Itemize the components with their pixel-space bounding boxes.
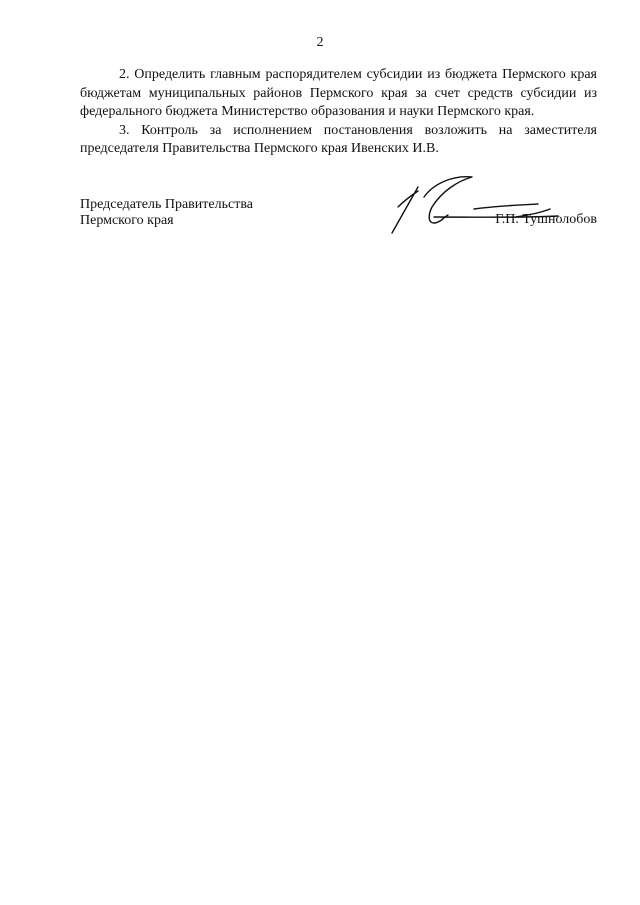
signer-title-line-1: Председатель Правительства <box>80 197 253 212</box>
paragraph-3: 3. Контроль за исполнением постановления возложить на заместителя председателя Правительства Пермского края Ивенских И.В. <box>80 122 597 157</box>
page-number: 2 <box>316 35 324 50</box>
signer-name: Г.П. Тушнолобов <box>495 212 597 227</box>
paragraph-2: 2. Определить главным распорядителем субсидии из бюджета Пермского края бюджетам муниципальных районов Пермского края за счет средств субсидии из федерального бюджета Министерство образования и науки Пермского края. <box>80 67 597 120</box>
signature-block <box>80 197 597 237</box>
signer-title-line-2: Пермского края <box>80 212 174 228</box>
document-body <box>80 66 597 159</box>
signer-title <box>80 197 253 228</box>
